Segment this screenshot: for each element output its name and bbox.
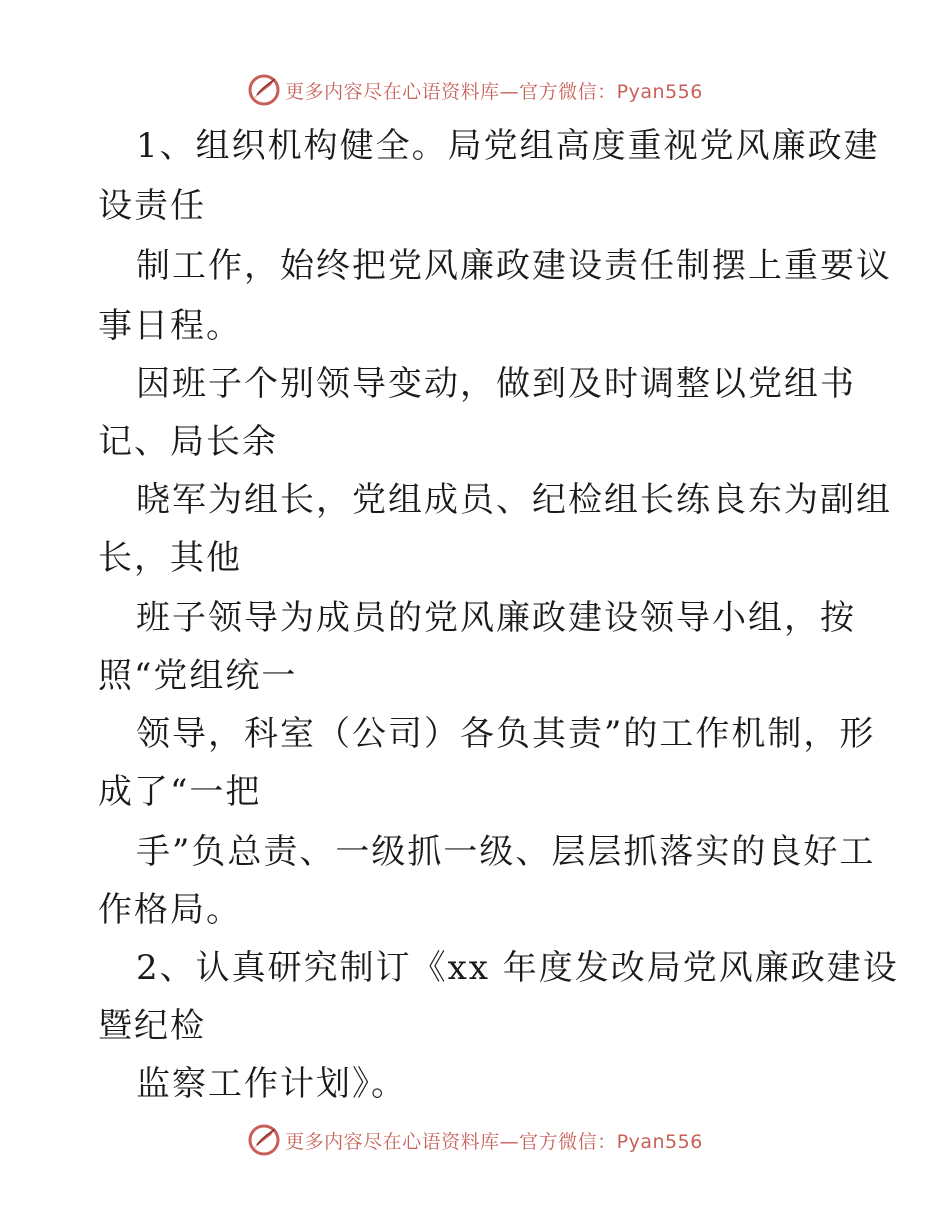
paragraph-line: 监察工作计划》。: [136, 1064, 407, 1104]
paragraph-line: 制工作，始终把党风廉政建设责任制摆上重要议: [136, 246, 892, 286]
footer-banner: [0, 1122, 950, 1158]
footer-banner-text: 更多内容尽在心语资料库—官方微信：Pyan556: [285, 1130, 703, 1153]
header-banner: [0, 72, 950, 108]
header-banner-text: 更多内容尽在心语资料库—官方微信：Pyan556: [285, 80, 703, 103]
paragraph-line: 暨纪检: [98, 1006, 206, 1046]
paragraph-line: 成了“一把: [98, 772, 262, 812]
paragraph-line: 2、认真研究制订《xx 年度发改局党风廉政建设: [136, 948, 899, 988]
paragraph-line: 1、组织机构健全。局党组高度重视党风廉政建: [136, 126, 880, 166]
paragraph-line: 设责任: [98, 186, 206, 226]
quill-circle-logo-icon: [247, 73, 281, 107]
paragraph-line: 记、局长余: [98, 422, 278, 462]
paragraph-line: 班子领导为成员的党风廉政建设领导小组，按: [136, 598, 856, 638]
paragraph-line: 事日程。: [98, 306, 242, 346]
paragraph-line: 手”负总责、一级抓一级、层层抓落实的良好工: [136, 832, 876, 872]
paragraph-line: 晓军为组长，党组成员、纪检组长练良东为副组: [136, 480, 892, 520]
paragraph-line: 领导，科室（公司）各负其责”的工作机制，形: [136, 714, 876, 754]
paragraph-line: 因班子个别领导变动，做到及时调整以党组书: [136, 364, 856, 404]
paragraph-line: 照“党组统一: [98, 656, 298, 696]
paragraph-line: 作格局。: [98, 890, 242, 930]
paragraph-line: 长，其他: [98, 538, 242, 578]
quill-circle-logo-icon: [247, 1123, 281, 1157]
